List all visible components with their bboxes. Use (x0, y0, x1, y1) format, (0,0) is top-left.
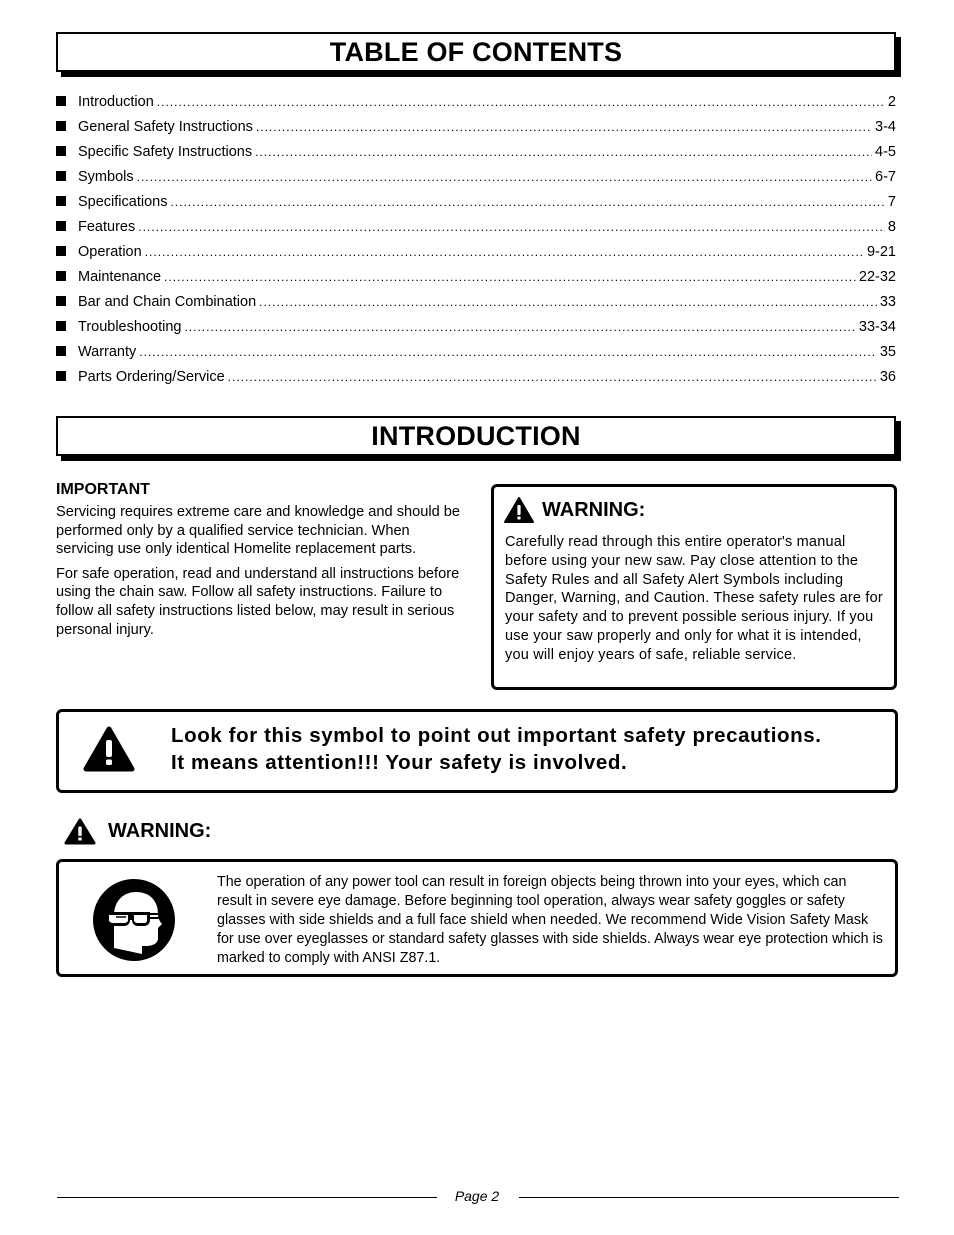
toc-item-page: 2 (887, 94, 896, 110)
warning-text: Carefully read through this entire operator's manual before using your new saw. Pay close attention to the Safety Rules and all Safety Alert Symbols including Danger, Warning, and Caution. These safety rules are for your safety and to prevent possible serious injury. If you use your saw properly and only for what it is intended, you will enjoy years of safe, reliable service. (505, 534, 883, 663)
toc-item-page: 33 (879, 294, 896, 310)
toc-heading: TABLE OF CONTENTS (329, 36, 623, 67)
toc-item[interactable] (56, 319, 896, 344)
square-bullet-icon (56, 246, 66, 256)
square-bullet-icon (56, 221, 66, 231)
dot-leader (259, 295, 877, 309)
square-bullet-icon (56, 296, 66, 306)
dot-leader (139, 345, 877, 359)
square-bullet-icon (56, 96, 66, 106)
eye-warning-header (64, 818, 211, 845)
toc-item-title: Introduction (78, 94, 154, 110)
dot-leader (145, 245, 864, 259)
dot-leader (255, 145, 872, 159)
toc-item-title: Specifications (78, 194, 168, 210)
toc-item-title: Warranty (78, 344, 137, 360)
important-title: IMPORTANT (56, 481, 150, 498)
toc-item-title: Operation (78, 244, 142, 260)
page-number: Page 2 (454, 1188, 500, 1204)
square-bullet-icon (56, 321, 66, 331)
square-bullet-icon (56, 346, 66, 356)
toc-item[interactable] (56, 94, 896, 119)
warning-box (491, 484, 897, 690)
toc-heading-banner (56, 32, 896, 72)
warning-header (504, 497, 645, 523)
toc-item-page: 22-32 (858, 269, 896, 285)
eye-warning-title: WARNING: (108, 820, 212, 842)
important-body (56, 503, 466, 645)
important-paragraph: For safe operation, read and understand all instructions before using the chain saw. Follow all safety instructions. Failure to follow all safety instructions listed below, may result in serious personal injury. (56, 565, 460, 638)
toc-item-title: Symbols (78, 169, 134, 185)
toc-item-page: 3-4 (875, 119, 896, 135)
eye-protection-icon (92, 878, 176, 962)
square-bullet-icon (56, 196, 66, 206)
dot-leader (256, 120, 872, 134)
toc-item[interactable] (56, 119, 896, 144)
dot-leader (164, 270, 856, 284)
toc-item-title: Parts Ordering/Service (78, 369, 225, 385)
toc-item[interactable] (56, 194, 896, 219)
safety-alert-line: Look for this symbol to point out important safety precautions. (171, 724, 822, 747)
toc-item[interactable] (56, 269, 896, 294)
dot-leader (184, 320, 855, 334)
toc-item[interactable] (56, 369, 896, 394)
toc-item-title: General Safety Instructions (78, 119, 253, 135)
toc-item[interactable] (56, 169, 896, 194)
warning-triangle-icon (64, 818, 96, 845)
square-bullet-icon (56, 146, 66, 156)
square-bullet-icon (56, 371, 66, 381)
toc-item-title: Bar and Chain Combination (78, 294, 257, 310)
eye-warning-text: The operation of any power tool can result in foreign objects being thrown into your eyes, which can result in severe eye damage. Before beginning tool operation, always wear safety goggles or safety glasses with side shields and a full face shield when needed. We recommend Wide Vision Safety Mask for use over eyeglasses or standard safety glasses with side shields. Always wear eye protection which is marked to comply with ANSI Z87.1. (217, 874, 883, 966)
toc-item[interactable] (56, 294, 896, 319)
toc-item-page: 9-21 (866, 244, 896, 260)
toc-item-title: Maintenance (78, 269, 162, 285)
intro-heading: INTRODUCTION (371, 420, 581, 451)
toc-item-page: 4-5 (875, 144, 896, 160)
safety-alert-text (171, 722, 891, 776)
toc-item-title: Specific Safety Instructions (78, 144, 253, 160)
intro-heading-banner (56, 416, 896, 456)
dot-leader (157, 95, 885, 109)
eye-warning-box (56, 859, 898, 977)
dot-leader (137, 170, 872, 184)
warning-title: WARNING: (542, 498, 646, 521)
toc-item-title: Troubleshooting (78, 319, 182, 335)
toc-item-page: 6-7 (875, 169, 896, 185)
toc-item-page: 7 (887, 194, 896, 210)
toc-item-page: 35 (879, 344, 896, 360)
safety-alert-line: It means attention!!! Your safety is involved. (171, 751, 628, 774)
safety-alert-box (56, 709, 898, 793)
dot-leader (138, 220, 885, 234)
square-bullet-icon (56, 171, 66, 181)
toc-item-page: 36 (879, 369, 896, 385)
toc-item-title: Features (78, 219, 136, 235)
toc-item-page: 33-34 (858, 319, 896, 335)
dot-leader (170, 195, 884, 209)
toc-item[interactable] (56, 219, 896, 244)
toc-item[interactable] (56, 244, 896, 269)
square-bullet-icon (56, 121, 66, 131)
toc-item[interactable] (56, 144, 896, 169)
square-bullet-icon (56, 271, 66, 281)
warning-triangle-icon (504, 497, 534, 523)
toc-list (56, 94, 896, 394)
dot-leader (228, 370, 877, 384)
toc-item-page: 8 (887, 219, 896, 235)
warning-triangle-icon (83, 726, 135, 772)
toc-item[interactable] (56, 344, 896, 369)
important-paragraph: Servicing requires extreme care and knowledge and should be performed only by a qualified service technician. When servicing use only identical Homelite replacement parts. (56, 504, 461, 558)
